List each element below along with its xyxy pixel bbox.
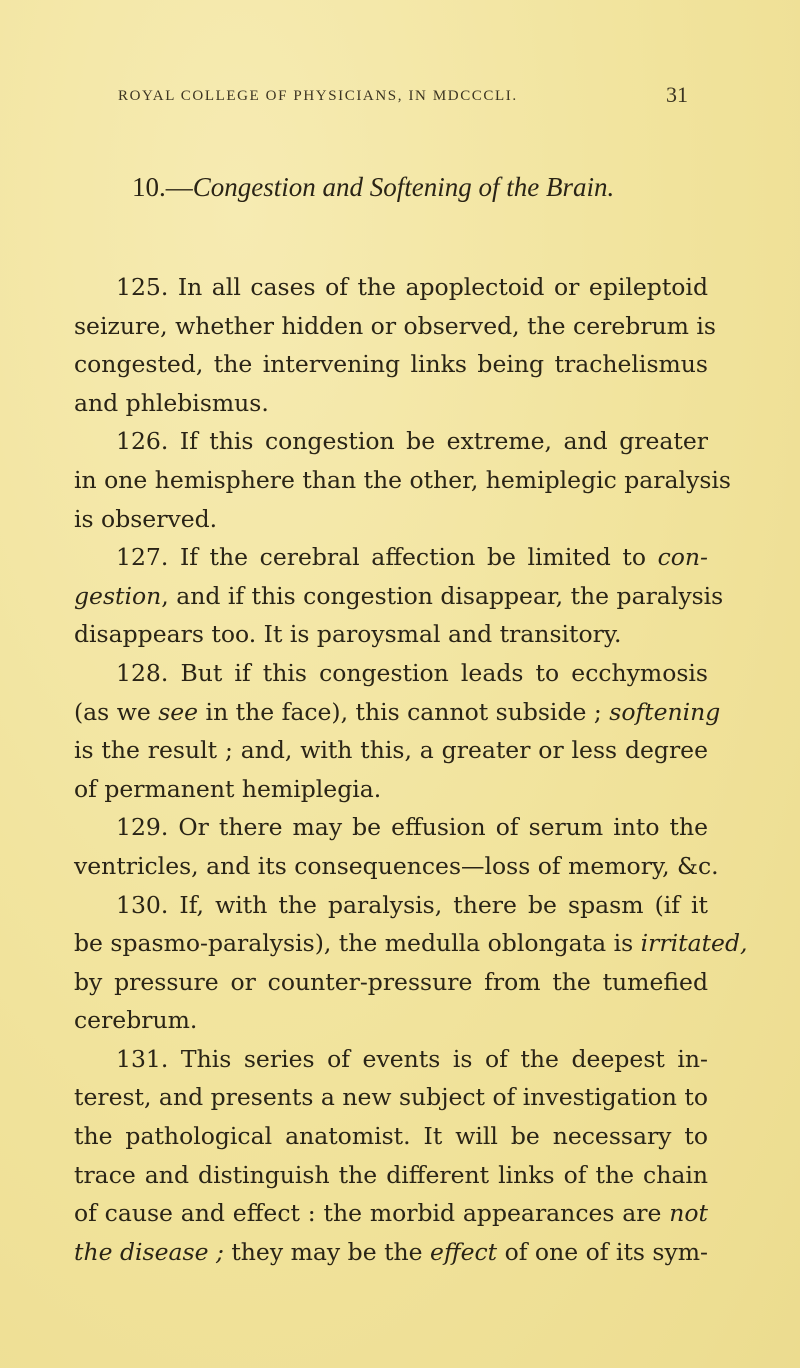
text-line: cerebrum. bbox=[74, 1006, 198, 1035]
text-line: by pressure or counter-pressure from the tumefied bbox=[74, 967, 708, 996]
text-line bbox=[74, 538, 708, 577]
text-line: seizure, whether hidden or observed, the cerebrum is bbox=[74, 311, 716, 340]
section-dash: — bbox=[165, 172, 193, 202]
italic-run: softening bbox=[609, 697, 721, 726]
text-run: of one of its sym- bbox=[497, 1237, 708, 1266]
text-line: in one hemisphere than the other, hemiplegic paralysis bbox=[74, 465, 731, 494]
text-line bbox=[74, 1233, 708, 1272]
text-line: of permanent hemiplegia. bbox=[74, 774, 382, 803]
body-text bbox=[74, 268, 748, 1271]
italic-run: irritated, bbox=[640, 929, 748, 958]
text-line bbox=[74, 924, 748, 963]
text-run: be spasmo-paralysis), the medulla oblongata is bbox=[74, 929, 641, 958]
text-line: 126. If this congestion be extreme, and greater bbox=[116, 427, 708, 456]
text-run: in the face), this cannot subside ; bbox=[198, 697, 610, 726]
italic-run: the disease ; bbox=[74, 1237, 224, 1266]
italic-run: con- bbox=[657, 543, 708, 572]
text-line: 129. Or there may be effusion of serum into the bbox=[116, 813, 708, 842]
text-line bbox=[74, 577, 724, 616]
text-line: 128. But if this congestion leads to ecchymosis bbox=[116, 658, 708, 687]
text-line: 131. This series of events is of the deepest in- bbox=[116, 1044, 708, 1073]
text-line bbox=[74, 1194, 708, 1233]
italic-run: not bbox=[669, 1199, 708, 1228]
text-line: is the result ; and, with this, a greater or less degree bbox=[74, 736, 708, 765]
text-line: trace and distinguish the different links of the chain bbox=[74, 1160, 708, 1189]
text-run: they may be the bbox=[223, 1237, 431, 1266]
text-line: terest, and presents a new subject of investigation to bbox=[74, 1083, 708, 1112]
text-line: the pathological anatomist. It will be necessary to bbox=[74, 1122, 708, 1151]
section-title: Congestion and Softening of the Brain. bbox=[192, 172, 615, 202]
text-line: and phlebismus. bbox=[74, 388, 269, 417]
text-run: , and if this congestion disappear, the paralysis bbox=[161, 581, 724, 610]
text-run: (as we bbox=[74, 697, 159, 726]
text-run: of cause and effect : the morbid appearances are bbox=[74, 1199, 670, 1228]
running-head: ROYAL COLLEGE OF PHYSICIANS, IN MDCCCLI. bbox=[118, 88, 518, 104]
text-line: is observed. bbox=[74, 504, 218, 533]
text-run: 127. If the cerebral affection be limited to bbox=[116, 543, 658, 572]
text-line: disappears too. It is paroysmal and transitory. bbox=[74, 620, 622, 649]
section-heading bbox=[132, 172, 614, 203]
text-line: congested, the intervening links being trachelismus bbox=[74, 350, 708, 379]
italic-run: effect bbox=[430, 1237, 498, 1266]
section-number: 10. bbox=[132, 172, 166, 202]
italic-run: gestion bbox=[74, 581, 162, 610]
text-line bbox=[74, 693, 721, 732]
text-line: ventricles, and its consequences—loss of memory, &c. bbox=[74, 851, 719, 880]
page-number: 31 bbox=[666, 82, 688, 107]
text-line: 130. If, with the paralysis, there be spasm (if it bbox=[116, 890, 708, 919]
italic-run: see bbox=[158, 697, 199, 726]
text-line: 125. In all cases of the apoplectoid or epileptoid bbox=[116, 273, 708, 301]
